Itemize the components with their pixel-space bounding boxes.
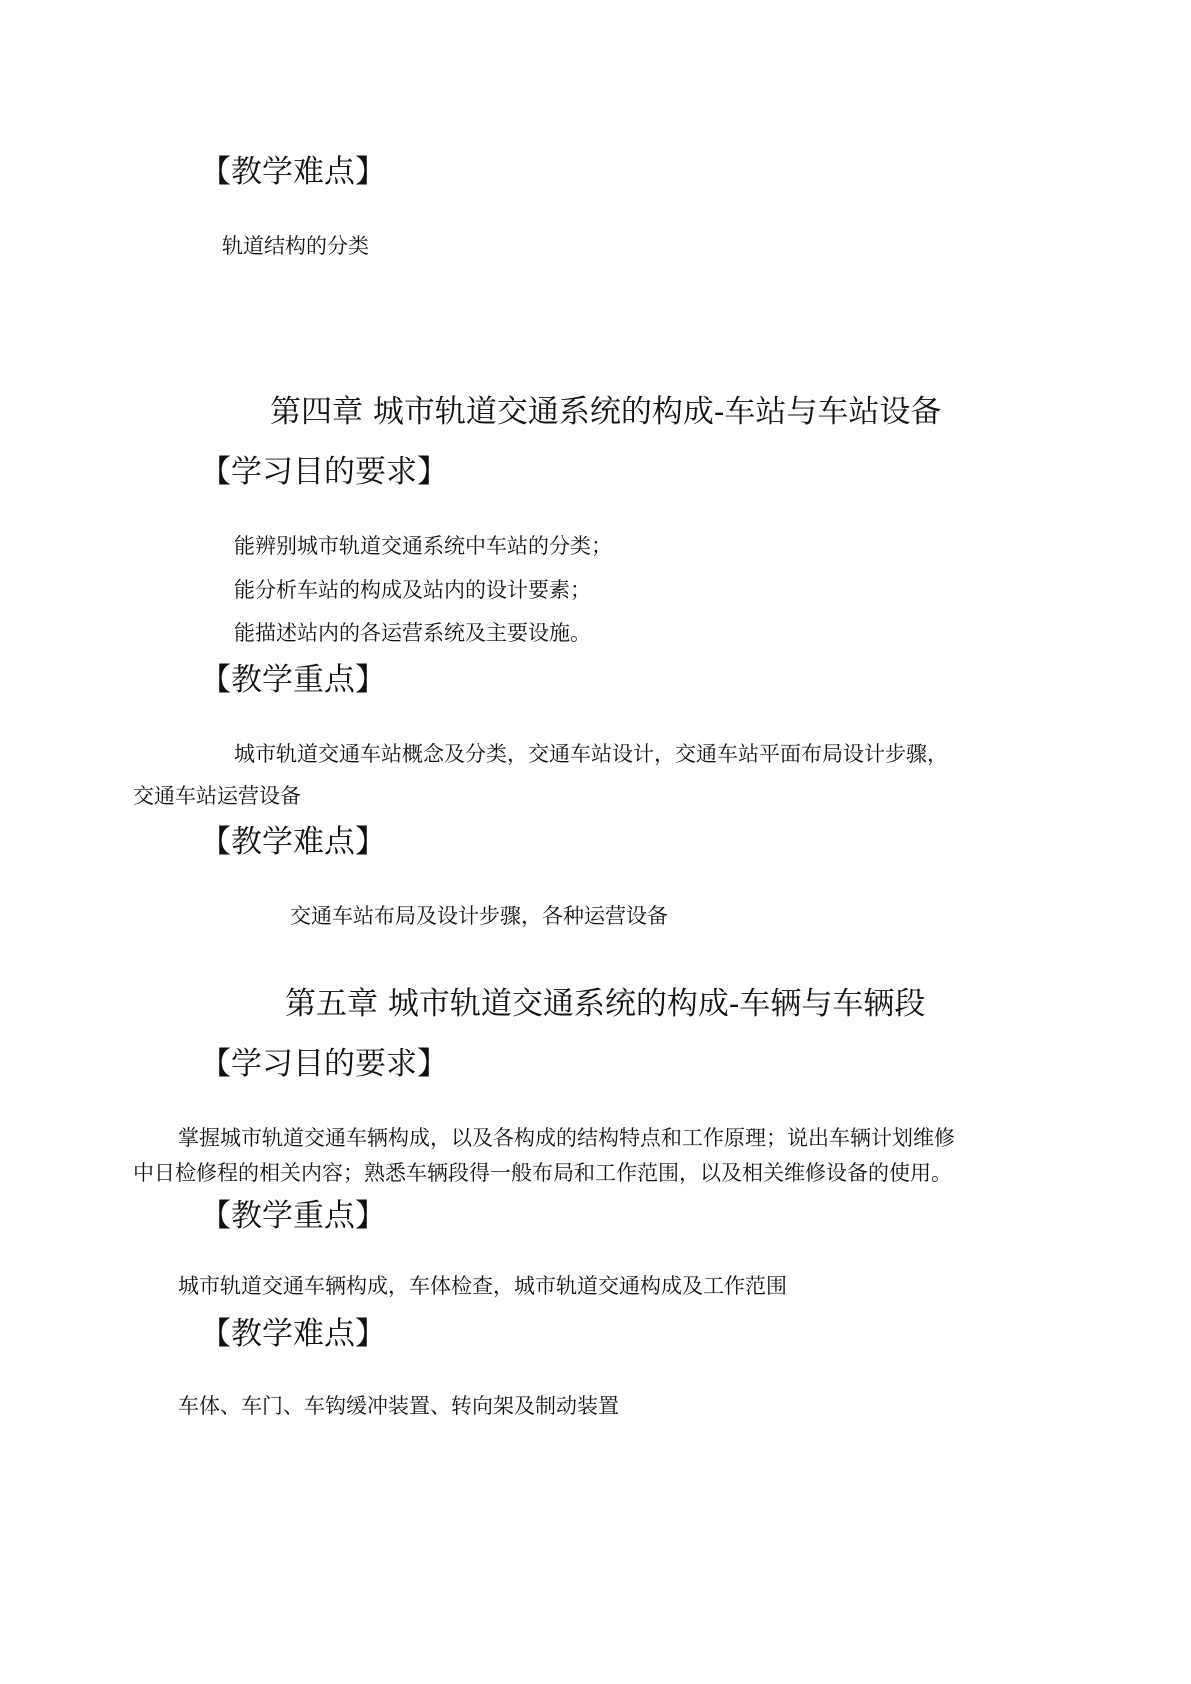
objectives-text-cont: 中日检修程的相关内容；熟悉车辆段得一般布局和工作范围，以及相关维修设备的使用。 xyxy=(133,1161,952,1185)
objectives-heading: 【学习目的要求】 xyxy=(200,1046,448,1082)
key-points-heading: 【教学重点】 xyxy=(200,662,386,698)
chapter-title: 第四章 城市轨道交通系统的构成-车站与车站设备 xyxy=(270,394,942,430)
difficulty-heading: 【教学难点】 xyxy=(200,1316,386,1352)
key-points-heading: 【教学重点】 xyxy=(200,1198,386,1234)
key-points-text: 城市轨道交通车站概念及分类，交通车站设计，交通车站平面布局设计步骤， xyxy=(234,742,948,766)
difficulty-heading: 【教学难点】 xyxy=(200,154,386,190)
objectives-heading: 【学习目的要求】 xyxy=(200,454,448,490)
objective-item: 能辨别城市轨道交通系统中车站的分类； xyxy=(234,534,612,558)
difficulty-text: 轨道结构的分类 xyxy=(222,234,369,258)
objective-item: 能分析车站的构成及站内的设计要素； xyxy=(234,578,591,602)
difficulty-text: 交通车站布局及设计步骤，各种运营设备 xyxy=(290,904,668,928)
difficulty-text: 车体、车门、车钩缓冲装置、转向架及制动装置 xyxy=(178,1394,619,1418)
key-points-text: 城市轨道交通车辆构成，车体检查，城市轨道交通构成及工作范围 xyxy=(178,1274,787,1298)
chapter-title: 第五章 城市轨道交通系统的构成-车辆与车辆段 xyxy=(285,986,926,1022)
objective-item: 能描述站内的各运营系统及主要设施。 xyxy=(234,621,591,645)
objectives-text: 掌握城市轨道交通车辆构成，以及各构成的结构特点和工作原理；说出车辆计划维修 xyxy=(178,1126,955,1150)
difficulty-heading: 【教学难点】 xyxy=(200,824,386,860)
key-points-text-cont: 交通车站运营设备 xyxy=(133,784,301,808)
